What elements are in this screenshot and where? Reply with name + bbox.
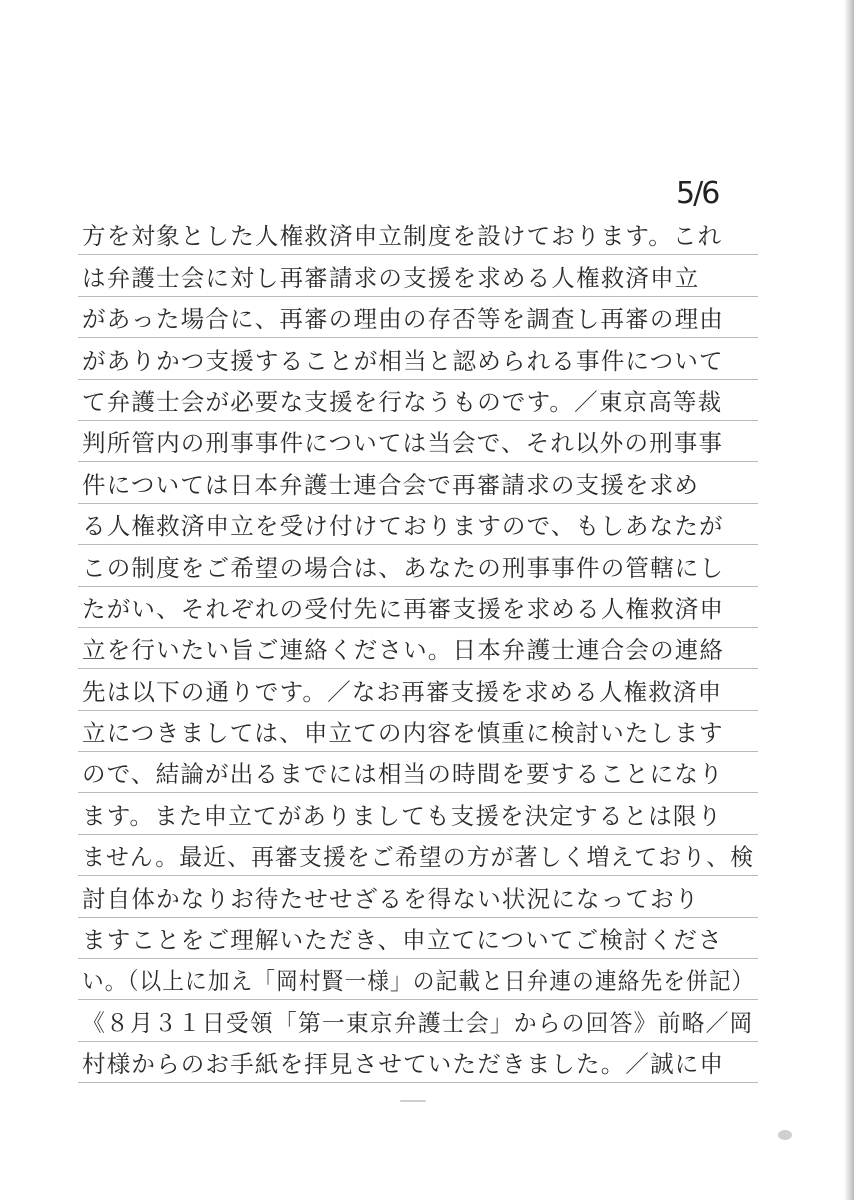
manuscript-line bbox=[78, 1042, 758, 1083]
manuscript-line bbox=[78, 297, 758, 338]
scan-edge bbox=[844, 0, 854, 1200]
scan-speck bbox=[400, 1100, 426, 1102]
line-text: がありかつ支援することが相当と認められる事件について bbox=[82, 346, 724, 375]
manuscript-line bbox=[78, 628, 758, 669]
line-text: ので、結論が出るまでには相当の時間を要することになり bbox=[82, 760, 724, 789]
line-text: 先は以下の通りです。／なお再審支援を求める人権救済申 bbox=[82, 677, 723, 706]
manuscript-line bbox=[78, 462, 758, 503]
line-text: ません。最近、再審支援をご希望の方が著しく増えており、検 bbox=[82, 843, 755, 872]
line-text: る人権救済申立を受け付けておりますので、もしあなたが bbox=[82, 512, 724, 541]
manuscript-line bbox=[78, 752, 758, 793]
line-text: て弁護士会が必要な支援を行なうものです。／東京高等裁 bbox=[82, 387, 723, 416]
line-text: 判所管内の刑事事件については当会で、それ以外の刑事事 bbox=[82, 429, 724, 458]
line-text: 《８月３１日受領「第一東京弁護士会」からの回答》前略／岡 bbox=[82, 1008, 754, 1037]
manuscript-line bbox=[78, 876, 758, 917]
manuscript-line bbox=[78, 835, 758, 876]
manuscript-line bbox=[78, 421, 758, 462]
page-number: 5/6 bbox=[676, 176, 719, 211]
line-text: ますことをご理解いただき、申立てについてご検討くださ bbox=[82, 926, 723, 955]
line-text: があった場合に、再審の理由の存否等を調査し再審の理由 bbox=[82, 305, 724, 334]
manuscript-line bbox=[78, 793, 758, 834]
manuscript-line bbox=[78, 711, 758, 752]
manuscript-line bbox=[78, 380, 758, 421]
line-text: は弁護士会に対し再審請求の支援を求める人権救済申立 bbox=[82, 263, 700, 292]
line-text: 立を行いたい旨ご連絡ください。日本弁護士連合会の連絡 bbox=[82, 636, 725, 665]
manuscript-line bbox=[78, 669, 758, 710]
manuscript-line bbox=[78, 1000, 758, 1041]
line-text: 方を対象とした人権救済申立制度を設けております。これ bbox=[82, 222, 723, 251]
manuscript-line bbox=[78, 338, 758, 379]
line-text: 件については日本弁護士連合会で再審請求の支援を求め bbox=[82, 470, 700, 499]
manuscript-line bbox=[78, 504, 758, 545]
line-text: たがい、それぞれの受付先に再審支援を求める人権救済申 bbox=[82, 594, 725, 623]
manuscript-line bbox=[78, 255, 758, 296]
line-text: 村様からのお手紙を拝見させていただきました。／誠に申 bbox=[82, 1050, 725, 1079]
scan-speck bbox=[778, 1130, 792, 1140]
manuscript-line bbox=[78, 545, 758, 586]
manuscript-line bbox=[78, 214, 758, 255]
manuscript-line bbox=[78, 959, 758, 1000]
manuscript-line bbox=[78, 918, 758, 959]
line-text: 討自体かなりお待たせせざるを得ない状況になっており bbox=[82, 884, 700, 913]
manuscript-line bbox=[78, 587, 758, 628]
line-text: この制度をご希望の場合は、あなたの刑事事件の管轄にし bbox=[82, 553, 725, 582]
line-text: い。（以上に加え「岡村賢一様」の記載と日弁連の連絡先を併記） bbox=[82, 967, 755, 996]
manuscript-lines bbox=[78, 214, 758, 1083]
line-text: ます。また申立てがありましても支援を決定するとは限り bbox=[82, 801, 723, 830]
line-text: 立につきましては、申立ての内容を慎重に検討いたします bbox=[82, 719, 724, 748]
